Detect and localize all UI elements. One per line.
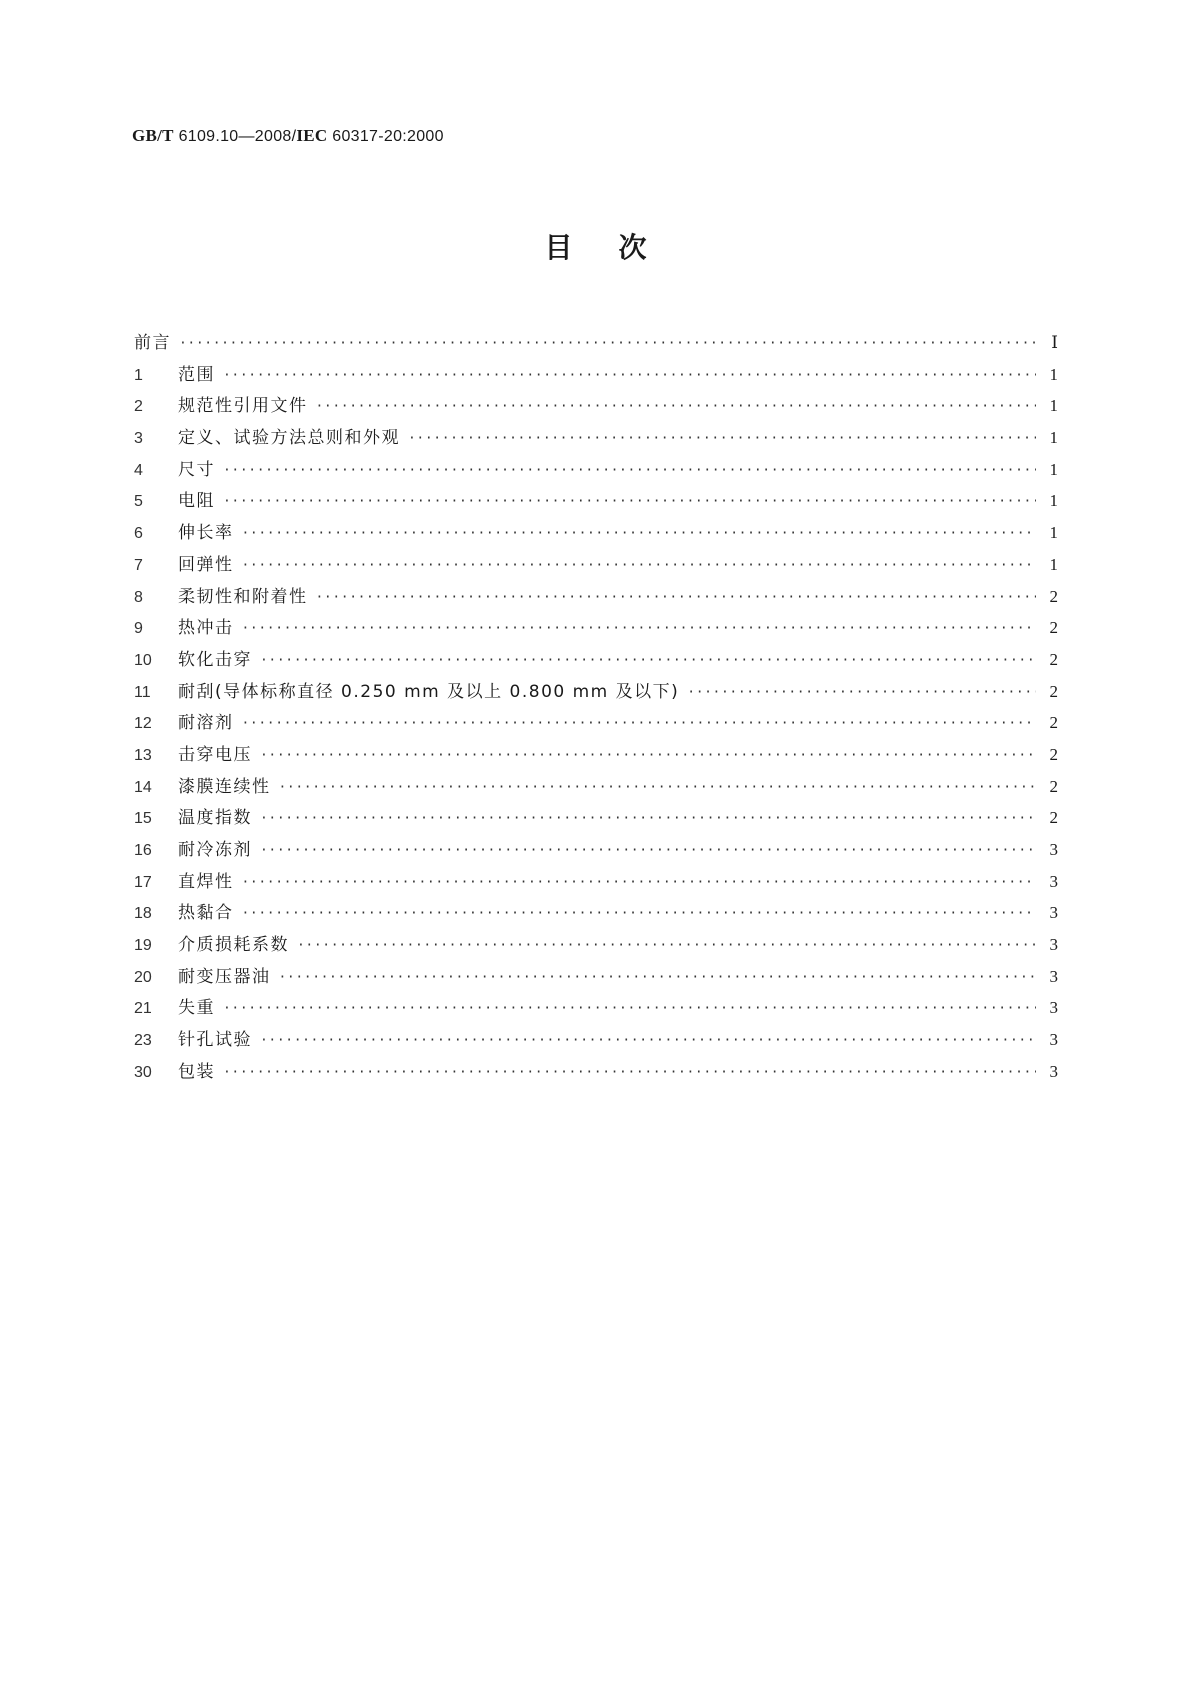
toc-entry-number: 10 [134,651,152,669]
toc-entry-number: 1 [134,366,143,384]
toc-entry-label: 热黏合 [178,903,234,924]
toc-entry-label: 击穿电压 [178,744,252,765]
toc-entry[interactable] [134,582,1058,614]
toc-entry-number: 6 [134,525,143,543]
toc-entry-number: 16 [134,842,152,859]
toc-entry-number: 23 [134,1032,152,1050]
toc-entry-page: 1 [1049,554,1058,574]
toc-entry-label: 范围 [178,364,215,385]
toc-entry[interactable] [134,328,1058,360]
toc-entry-number: 12 [134,715,152,733]
toc-entry-page: 3 [1049,1061,1058,1081]
dot-leader [260,843,1036,858]
toc-entry-label: 规范性引用文件 [178,396,308,417]
toc-entry-number: 15 [134,810,152,828]
toc-entry[interactable] [134,708,1058,740]
toc-entry-label: 包装 [178,1061,215,1082]
toc-entry[interactable] [134,772,1058,804]
dot-leader [297,938,1036,953]
toc-entry-label: 电阻 [178,491,215,512]
toc-entry-page: 3 [1049,871,1058,891]
dot-leader [223,368,1036,383]
toc-entry-label: 针孔试验 [178,1030,252,1051]
toc-entry-number: 8 [134,588,143,606]
toc-entry-number: 21 [134,1000,152,1018]
toc-entry-page: 2 [1049,713,1058,733]
toc-entry[interactable] [134,550,1058,582]
toc-entry-number: 7 [134,556,143,574]
toc-entry-label: 耐变压器油 [178,966,271,987]
toc-entry-label: 尺寸 [178,459,215,480]
table-of-contents [134,328,1058,1089]
toc-entry-page: 1 [1049,364,1058,384]
page-title: 目次 [544,231,693,264]
iec-code-number: 60317-20:2000 [327,128,444,145]
toc-entry-page: 1 [1049,523,1058,543]
toc-entry-page: 2 [1049,776,1058,796]
dot-leader [242,526,1037,541]
toc-entry[interactable] [134,835,1058,867]
toc-entry-number: 2 [134,398,143,416]
toc-entry-page: 2 [1049,744,1058,764]
toc-entry-label: 伸长率 [178,523,234,544]
dot-leader [223,463,1036,478]
dot-leader [260,811,1036,826]
toc-entry-number: 20 [134,968,152,986]
dot-leader [260,748,1036,763]
toc-entry[interactable] [134,677,1058,709]
toc-entry[interactable] [134,613,1058,645]
standard-code-prefix: GB/T [132,126,174,145]
dot-leader [279,970,1037,985]
toc-entry-number: 4 [134,461,143,479]
dot-leader [260,653,1036,668]
toc-entry[interactable] [134,930,1058,962]
dot-leader [242,906,1037,921]
toc-entry-page: 2 [1049,649,1058,669]
toc-entry-number: 14 [134,778,152,796]
toc-entry[interactable] [134,486,1058,518]
dot-leader [279,780,1037,795]
toc-entry-page: 1 [1049,428,1058,448]
toc-entry-page: Ⅰ [1051,333,1058,352]
toc-entry[interactable] [134,962,1058,994]
toc-entry-label: 定义、试验方法总则和外观 [178,428,400,449]
toc-entry-page: 2 [1049,681,1058,701]
dot-leader [242,558,1037,573]
toc-entry-page: 3 [1049,998,1058,1018]
standard-code-number: 6109.10—2008/ [173,128,297,145]
toc-entry[interactable] [134,898,1058,930]
toc-entry-page: 1 [1049,396,1058,416]
toc-entry-label: 回弹性 [178,554,234,575]
dot-leader [242,621,1037,636]
toc-entry-page: 3 [1049,840,1058,859]
toc-entry-label: 耐冷冻剂 [178,840,252,860]
dot-leader [223,494,1036,509]
toc-entry-number: 17 [134,873,152,891]
dot-leader [242,716,1037,731]
toc-entry[interactable] [134,867,1058,899]
toc-entry-page: 3 [1049,935,1058,955]
toc-entry[interactable] [134,1057,1058,1089]
toc-entry-number: 13 [134,746,152,764]
dot-leader [687,685,1036,700]
toc-entry[interactable] [134,455,1058,487]
toc-entry-number: 5 [134,493,143,511]
toc-entry-number: 30 [134,1063,152,1081]
toc-entry-label: 失重 [178,998,215,1019]
toc-entry-number: 9 [134,620,143,638]
toc-entry-label: 耐溶剂 [178,713,234,734]
dot-leader [223,1065,1036,1080]
toc-entry-number: 19 [134,937,152,955]
toc-entry-page: 3 [1049,903,1058,923]
toc-entry-label: 直焊性 [178,871,234,892]
toc-entry-label: 柔韧性和附着性 [178,586,308,607]
toc-entry-page: 2 [1049,618,1058,638]
dot-leader [316,399,1037,414]
toc-entry-page: 2 [1049,808,1058,828]
toc-entry[interactable] [134,1025,1058,1057]
dot-leader [408,431,1036,446]
toc-entry-label: 温度指数 [178,808,252,829]
toc-entry-page: 1 [1049,459,1058,479]
dot-leader [260,1033,1036,1048]
toc-entry-label: 漆膜连续性 [178,776,271,797]
toc-entry-number: 11 [134,683,151,701]
toc-entry-page: 2 [1049,586,1058,606]
toc-entry-label: 热冲击 [178,618,234,639]
toc-entry[interactable] [134,993,1058,1025]
toc-entry[interactable] [134,360,1058,392]
toc-entry-page: 3 [1049,966,1058,986]
toc-entry[interactable] [134,423,1058,455]
dot-leader [316,590,1037,605]
toc-entry-label: 耐刮(导体标称直径 0.250 mm 及以上 0.800 mm 及以下) [178,681,680,702]
toc-entry[interactable] [134,803,1058,835]
toc-entry-page: 3 [1049,1030,1058,1050]
toc-entry-label: 前言 [134,333,171,353]
toc-entry-number: 3 [134,430,143,448]
toc-entry-page: 1 [1049,491,1058,511]
dot-leader [179,336,1036,351]
toc-entry[interactable] [134,740,1058,772]
toc-entry[interactable] [134,518,1058,550]
iec-code-prefix: IEC [296,126,328,145]
dot-leader [223,1001,1036,1016]
dot-leader [242,875,1037,890]
toc-entry[interactable] [134,645,1058,677]
toc-entry-label: 软化击穿 [178,649,252,670]
toc-entry[interactable] [134,391,1058,423]
toc-entry-label: 介质损耗系数 [178,935,289,956]
toc-entry-number: 18 [134,905,152,923]
document-standard-header [132,126,444,146]
